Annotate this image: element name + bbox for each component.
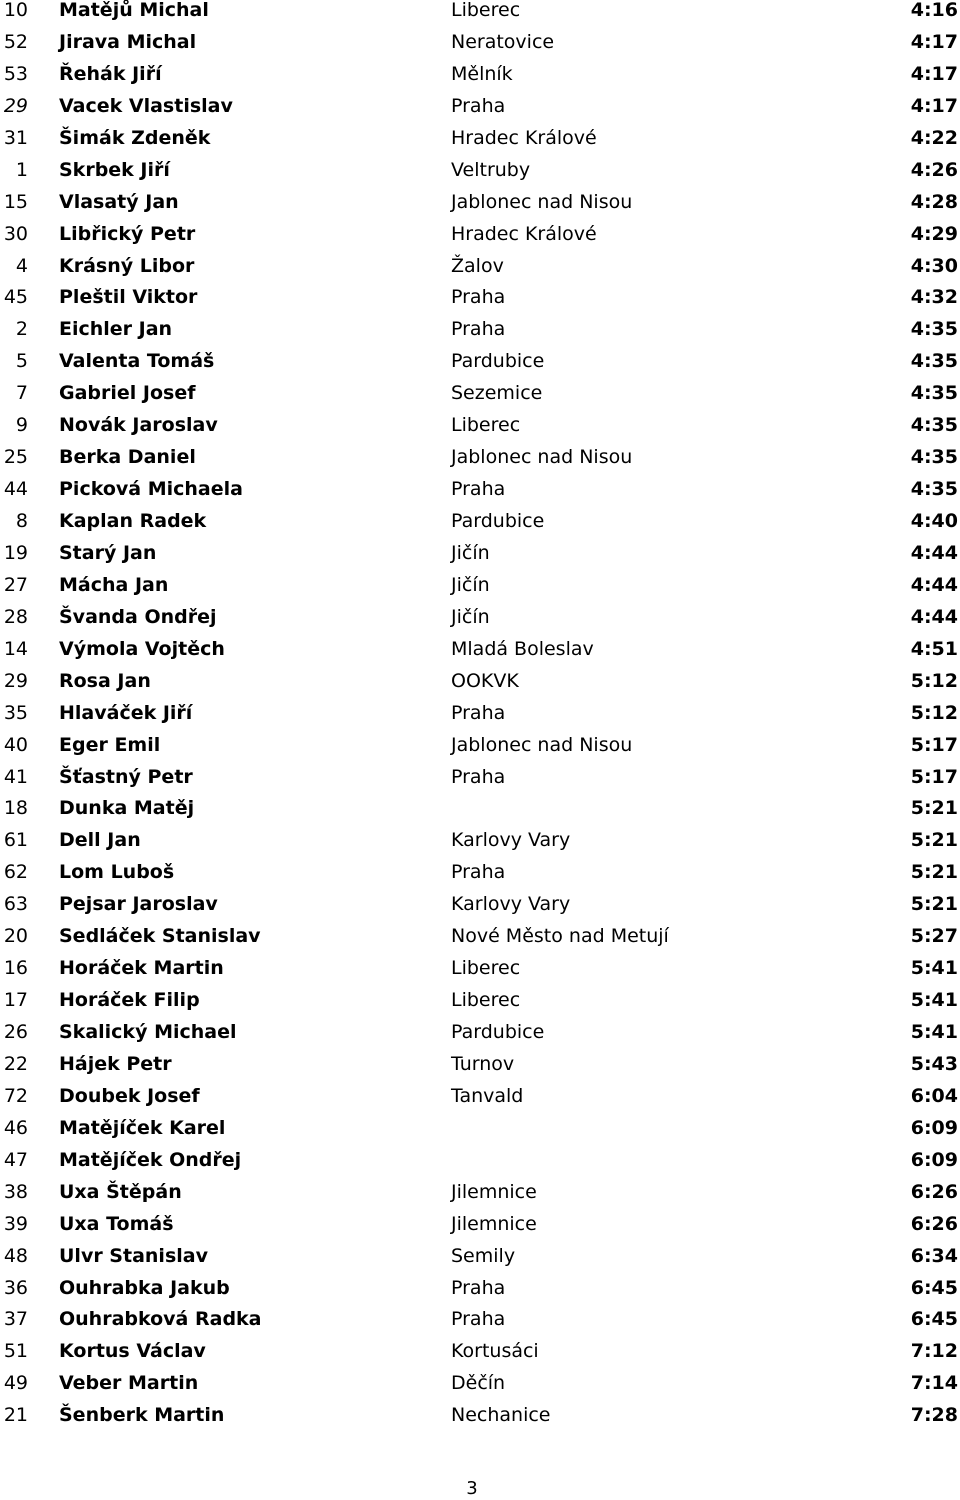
start-number: 2	[15, 318, 28, 341]
competitor-name: Dunka Matěj	[59, 797, 195, 820]
competitor-name: Ouhrabková Radka	[59, 1308, 262, 1331]
competitor-name: Uxa Štěpán	[59, 1180, 182, 1203]
competitor-name: Veber Martin	[59, 1372, 199, 1395]
result-row	[0, 91, 960, 123]
competitor-town: Praha	[451, 94, 506, 117]
competitor-name: Skalický Michael	[59, 1021, 237, 1043]
competitor-town: Jablonec nad Nisou	[451, 733, 633, 756]
competitor-name: Doubek Josef	[59, 1084, 200, 1107]
result-row	[0, 282, 960, 314]
competitor-town: Pardubice	[451, 510, 545, 532]
start-number: 63	[3, 893, 28, 916]
competitor-name: Horáček Filip	[59, 989, 200, 1012]
competitor-town: Jičín	[451, 605, 490, 628]
finish-time: 4:17	[910, 62, 958, 85]
competitor-name: Švanda Ondřej	[59, 605, 217, 628]
start-number: 18	[3, 797, 28, 820]
start-number: 36	[3, 1276, 28, 1299]
start-number: 44	[3, 478, 28, 501]
result-row	[0, 1336, 960, 1368]
competitor-town: Sezemice	[451, 382, 543, 405]
competitor-name: Vlasatý Jan	[59, 190, 179, 213]
competitor-town: Praha	[451, 1308, 506, 1331]
result-row	[0, 953, 960, 985]
competitor-name: Šťastný Petr	[59, 765, 193, 788]
result-row	[0, 1400, 960, 1432]
finish-time: 4:44	[910, 541, 958, 564]
start-number: 7	[15, 382, 28, 405]
competitor-name: Ouhrabka Jakub	[59, 1276, 230, 1299]
result-row	[0, 1145, 960, 1177]
finish-time: 4:44	[910, 605, 958, 628]
competitor-name: Berka Daniel	[59, 446, 196, 469]
result-row	[0, 698, 960, 730]
start-number: 25	[3, 446, 28, 469]
finish-time: 6:45	[910, 1308, 958, 1331]
competitor-town: Jablonec nad Nisou	[451, 446, 633, 469]
finish-time: 7:28	[910, 1404, 958, 1427]
start-number: 38	[3, 1180, 28, 1203]
competitor-name: Jirava Michal	[59, 30, 197, 53]
result-row	[0, 793, 960, 825]
start-number: 20	[3, 925, 28, 948]
competitor-name: Ulvr Stanislav	[59, 1244, 208, 1267]
finish-time: 4:35	[910, 350, 958, 373]
result-row	[0, 1081, 960, 1113]
result-row	[0, 0, 960, 27]
competitor-town: Hradec Králové	[451, 222, 597, 245]
result-row	[0, 602, 960, 634]
competitor-name: Matějíček Ondřej	[59, 1148, 242, 1171]
competitor-name: Matějů Michal	[59, 0, 209, 21]
result-row	[0, 1177, 960, 1209]
finish-time: 4:35	[910, 446, 958, 469]
competitor-town: Nové Město nad Metují	[451, 925, 669, 948]
result-row	[0, 634, 960, 666]
start-number: 8	[15, 510, 28, 532]
finish-time: 4:16	[910, 0, 958, 21]
start-number: 46	[3, 1116, 28, 1139]
finish-time: 6:09	[910, 1148, 958, 1171]
competitor-town: Turnov	[451, 1052, 515, 1075]
result-row	[0, 187, 960, 219]
start-number: 72	[3, 1084, 28, 1107]
finish-time: 6:26	[910, 1212, 958, 1235]
start-number: 39	[3, 1212, 28, 1235]
competitor-name: Pejsar Jaroslav	[59, 893, 218, 916]
start-number: 31	[3, 126, 28, 149]
start-number: 41	[3, 765, 28, 788]
finish-time: 6:34	[910, 1244, 958, 1267]
competitor-town: Pardubice	[451, 1021, 545, 1043]
start-number: 29	[3, 94, 28, 117]
start-number: 28	[3, 605, 28, 628]
competitor-name: Rosa Jan	[59, 669, 151, 692]
result-row	[0, 857, 960, 889]
result-row	[0, 1209, 960, 1241]
competitor-town: Tanvald	[451, 1084, 524, 1107]
competitor-town: Jilemnice	[451, 1180, 537, 1203]
start-number: 53	[3, 62, 28, 85]
competitor-town: Jičín	[451, 573, 490, 596]
competitor-town: Jilemnice	[451, 1212, 537, 1235]
competitor-town: Nechanice	[451, 1404, 551, 1427]
competitor-town: Pardubice	[451, 350, 545, 373]
finish-time: 4:17	[910, 94, 958, 117]
competitor-town: Jablonec nad Nisou	[451, 190, 633, 213]
competitor-name: Lom Luboš	[59, 861, 175, 884]
result-row	[0, 506, 960, 538]
competitor-town: Kortusáci	[451, 1340, 539, 1363]
result-row	[0, 921, 960, 953]
page-number: 3	[466, 1478, 478, 1499]
start-number: 48	[3, 1244, 28, 1267]
competitor-name: Starý Jan	[59, 541, 157, 564]
competitor-town: Praha	[451, 1276, 506, 1299]
result-row	[0, 59, 960, 91]
start-number: 51	[3, 1340, 28, 1363]
competitor-name: Kortus Václav	[59, 1340, 206, 1363]
result-row	[0, 538, 960, 570]
competitor-name: Skrbek Jiří	[59, 158, 170, 181]
competitor-name: Hlaváček Jiří	[59, 701, 193, 724]
finish-time: 4:35	[910, 382, 958, 405]
start-number: 35	[3, 701, 28, 724]
result-row	[0, 219, 960, 251]
competitor-town: Praha	[451, 286, 506, 309]
result-row	[0, 570, 960, 602]
finish-time: 7:12	[910, 1340, 958, 1363]
start-number: 14	[3, 637, 28, 660]
competitor-town: Praha	[451, 478, 506, 501]
result-row	[0, 825, 960, 857]
finish-time: 4:28	[910, 190, 958, 213]
competitor-name: Vacek Vlastislav	[59, 94, 233, 117]
competitor-name: Mácha Jan	[59, 573, 169, 596]
result-row	[0, 1273, 960, 1305]
finish-time: 7:14	[910, 1372, 958, 1395]
competitor-town: Liberec	[451, 957, 521, 980]
competitor-town: Mladá Boleslav	[451, 637, 594, 660]
start-number: 26	[3, 1021, 28, 1043]
competitor-town: Karlovy Vary	[451, 893, 571, 916]
finish-time: 5:17	[910, 733, 958, 756]
competitor-town: Karlovy Vary	[451, 829, 571, 852]
competitor-name: Matějíček Karel	[59, 1116, 226, 1139]
competitor-town: Semily	[451, 1244, 516, 1267]
result-row	[0, 378, 960, 410]
result-row	[0, 1304, 960, 1336]
finish-time: 4:44	[910, 573, 958, 596]
competitor-town: Liberec	[451, 0, 521, 21]
competitor-name: Eger Emil	[59, 733, 161, 756]
competitor-town: Hradec Králové	[451, 126, 597, 149]
finish-time: 4:22	[910, 126, 958, 149]
finish-time: 4:26	[910, 158, 958, 181]
start-number: 47	[3, 1148, 28, 1171]
start-number: 5	[15, 350, 28, 373]
finish-time: 5:21	[910, 797, 958, 820]
finish-time: 5:12	[910, 701, 958, 724]
result-row	[0, 410, 960, 442]
competitor-name: Dell Jan	[59, 829, 141, 852]
result-row	[0, 762, 960, 794]
competitor-name: Řehák Jiří	[59, 62, 162, 85]
start-number: 21	[3, 1404, 28, 1427]
finish-time: 5:21	[910, 829, 958, 852]
start-number: 4	[15, 254, 28, 277]
competitor-town: Praha	[451, 318, 506, 341]
result-row	[0, 442, 960, 474]
finish-time: 4:35	[910, 414, 958, 437]
start-number: 52	[3, 30, 28, 53]
result-row	[0, 889, 960, 921]
competitor-town: Děčín	[451, 1372, 506, 1395]
finish-time: 5:12	[910, 669, 958, 692]
competitor-town: Praha	[451, 765, 506, 788]
competitor-name: Kaplan Radek	[59, 510, 207, 532]
competitor-town: Mělník	[451, 62, 513, 85]
result-row	[0, 1017, 960, 1049]
start-number: 61	[3, 829, 28, 852]
finish-time: 4:17	[910, 30, 958, 53]
result-row	[0, 1113, 960, 1145]
start-number: 37	[3, 1308, 28, 1331]
finish-time: 5:41	[910, 1021, 958, 1043]
finish-time: 6:04	[910, 1084, 958, 1107]
finish-time: 6:26	[910, 1180, 958, 1203]
result-row	[0, 730, 960, 762]
finish-time: 6:45	[910, 1276, 958, 1299]
result-row	[0, 155, 960, 187]
competitor-town: Jičín	[451, 541, 490, 564]
result-row	[0, 985, 960, 1017]
competitor-name: Eichler Jan	[59, 318, 173, 341]
competitor-town: Praha	[451, 701, 506, 724]
start-number: 40	[3, 733, 28, 756]
finish-time: 5:41	[910, 989, 958, 1012]
result-row	[0, 123, 960, 155]
finish-time: 4:40	[910, 510, 958, 532]
competitor-town: Žalov	[451, 254, 504, 277]
result-row	[0, 346, 960, 378]
start-number: 1	[15, 158, 28, 181]
competitor-town: Liberec	[451, 989, 521, 1012]
start-number: 15	[3, 190, 28, 213]
start-number: 62	[3, 861, 28, 884]
competitor-name: Výmola Vojtěch	[59, 637, 225, 660]
start-number: 45	[3, 286, 28, 309]
competitor-name: Horáček Martin	[59, 957, 224, 980]
competitor-name: Gabriel Josef	[59, 382, 196, 405]
competitor-name: Picková Michaela	[59, 478, 243, 501]
start-number: 16	[3, 957, 28, 980]
finish-time: 6:09	[910, 1116, 958, 1139]
finish-time: 4:35	[910, 478, 958, 501]
result-row	[0, 314, 960, 346]
finish-time: 4:30	[910, 254, 958, 277]
result-row	[0, 251, 960, 283]
start-number: 49	[3, 1372, 28, 1395]
finish-time: 4:32	[910, 286, 958, 309]
finish-time: 5:21	[910, 861, 958, 884]
finish-time: 5:41	[910, 957, 958, 980]
competitor-name: Valenta Tomáš	[59, 350, 215, 373]
finish-time: 5:43	[910, 1052, 958, 1075]
start-number: 30	[3, 222, 28, 245]
result-row	[0, 1368, 960, 1400]
competitor-name: Hájek Petr	[59, 1052, 172, 1075]
start-number: 17	[3, 989, 28, 1012]
result-row	[0, 666, 960, 698]
competitor-name: Sedláček Stanislav	[59, 925, 261, 948]
start-number: 9	[15, 414, 28, 437]
finish-time: 5:21	[910, 893, 958, 916]
start-number: 29	[3, 669, 28, 692]
competitor-name: Pleštil Viktor	[59, 286, 198, 309]
start-number: 19	[3, 541, 28, 564]
start-number: 22	[3, 1052, 28, 1075]
result-row	[0, 1241, 960, 1273]
competitor-name: Šimák Zdeněk	[59, 126, 211, 149]
finish-time: 4:35	[910, 318, 958, 341]
start-number: 27	[3, 573, 28, 596]
competitor-town: Praha	[451, 861, 506, 884]
result-row	[0, 27, 960, 59]
competitor-town: OOKVK	[451, 669, 519, 692]
finish-time: 5:17	[910, 765, 958, 788]
competitor-town: Veltruby	[451, 158, 531, 181]
result-row	[0, 1049, 960, 1081]
competitor-town: Liberec	[451, 414, 521, 437]
competitor-name: Uxa Tomáš	[59, 1212, 174, 1235]
finish-time: 4:29	[910, 222, 958, 245]
competitor-town: Neratovice	[451, 30, 555, 53]
competitor-name: Novák Jaroslav	[59, 414, 218, 437]
start-number: 10	[3, 0, 28, 21]
finish-time: 4:51	[910, 637, 958, 660]
competitor-name: Libřický Petr	[59, 222, 196, 245]
competitor-name: Šenberk Martin	[59, 1404, 225, 1427]
finish-time: 5:27	[910, 925, 958, 948]
competitor-name: Krásný Libor	[59, 254, 195, 277]
result-row	[0, 474, 960, 506]
